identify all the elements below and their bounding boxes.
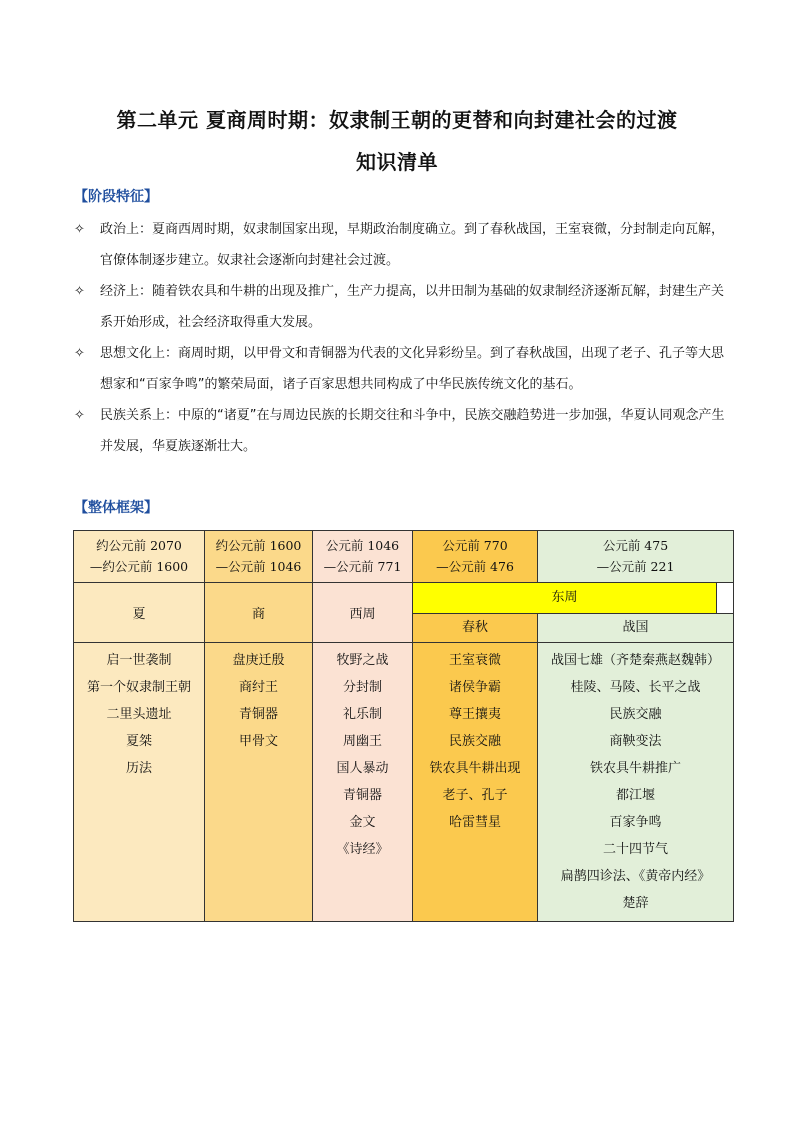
list-item: 铁农具牛耕出现 xyxy=(429,761,521,776)
items-chunqiu xyxy=(413,643,538,922)
period-chunqiu: 春秋 xyxy=(413,614,538,643)
list-item: 礼乐制 xyxy=(342,707,382,722)
list-item: 民族交融 xyxy=(448,734,501,749)
list-item: 商鞅变法 xyxy=(609,734,662,749)
list-item: 商纣王 xyxy=(238,680,278,695)
list-item: 哈雷彗星 xyxy=(448,815,501,830)
list-item: 第一个奴隶制王朝 xyxy=(86,680,191,695)
list-item: 金文 xyxy=(349,815,376,830)
items-zhanguo xyxy=(538,643,734,922)
section-heading-framework: 【整体框架】 xyxy=(74,500,158,516)
dates-row xyxy=(74,531,734,583)
list-item: 战国七雄（齐楚秦燕赵魏韩） xyxy=(550,653,720,668)
dynasty-dongzhou: 东周 xyxy=(413,583,717,613)
list-item: 民族交融 xyxy=(609,707,662,722)
dynasty-row xyxy=(74,583,734,614)
list-item: 周幽王 xyxy=(342,734,382,749)
list-item: 夏桀 xyxy=(125,734,152,749)
diamond-bullet-icon: ✧ xyxy=(74,408,85,423)
date-cell-xia: 约公元前 2070 —约公元前 1600 xyxy=(74,531,205,583)
list-item: 桂陵、马陵、长平之战 xyxy=(570,680,701,695)
list-item: 青铜器 xyxy=(238,707,278,722)
list-item: 启一世袭制 xyxy=(106,653,172,668)
date-cell-xizhou: 公元前 1046 —公元前 771 xyxy=(313,531,413,583)
dynasty-dongzhou-cell xyxy=(413,583,734,614)
list-item: 牧野之战 xyxy=(336,653,389,668)
list-item: 历法 xyxy=(125,761,152,776)
list-item: 诸侯争霸 xyxy=(448,680,501,695)
date-cell-zhanguo: 公元前 475 —公元前 221 xyxy=(538,531,734,583)
list-item: 铁农具牛耕推广 xyxy=(589,761,681,776)
feature-item: ✧ 经济上：随着铁农具和牛耕的出现及推广，生产力提高，以井田制为基础的奴隶制经济逐渐瓦解，封建生产关系开始形成，社会经济取得重大发展。 xyxy=(74,276,726,338)
period-zhanguo: 战国 xyxy=(538,614,734,643)
list-item: 王室衰微 xyxy=(448,653,501,668)
items-xizhou xyxy=(313,643,413,922)
diamond-bullet-icon: ✧ xyxy=(74,222,85,237)
list-item: 二十四节气 xyxy=(602,842,668,857)
page-subtitle: 知识清单 xyxy=(356,150,438,174)
list-item: 尊王攘夷 xyxy=(448,707,501,722)
section-heading-stage-features: 【阶段特征】 xyxy=(74,189,158,205)
items-shang xyxy=(205,643,313,922)
items-row xyxy=(74,643,734,922)
list-item: 国人暴动 xyxy=(336,761,389,776)
list-item: 百家争鸣 xyxy=(609,815,662,830)
date-cell-shang: 约公元前 1600 —公元前 1046 xyxy=(205,531,313,583)
list-item: 分封制 xyxy=(342,680,382,695)
feature-item: ✧ 思想文化上：商周时期，以甲骨文和青铜器为代表的文化异彩纷呈。到了春秋战国，出现了老子、孔子等大思想家和“百家争鸣”的繁荣局面，诸子百家思想共同构成了中华民族传统文化的基石。 xyxy=(74,338,726,400)
dynasty-xia: 夏 xyxy=(74,583,205,643)
stage-features-list xyxy=(74,214,726,462)
list-item: 甲骨文 xyxy=(238,734,278,749)
list-item: 二里头遗址 xyxy=(106,707,172,722)
list-item: 《诗经》 xyxy=(336,842,389,857)
feature-item: ✧ 政治上：夏商西周时期，奴隶制国家出现，早期政治制度确立。到了春秋战国，王室衰微，分封制走向瓦解，官僚体制逐步建立。奴隶社会逐渐向封建社会过渡。 xyxy=(74,214,726,276)
date-cell-chunqiu: 公元前 770 —公元前 476 xyxy=(413,531,538,583)
list-item: 楚辞 xyxy=(622,896,649,911)
items-xia xyxy=(74,643,205,922)
list-item: 老子、孔子 xyxy=(442,788,508,803)
framework-table xyxy=(73,530,734,922)
list-item: 盘庚迁殷 xyxy=(232,653,285,668)
diamond-bullet-icon: ✧ xyxy=(74,346,85,361)
page-title: 第二单元 夏商周时期：奴隶制王朝的更替和向封建社会的过渡 xyxy=(116,108,678,132)
feature-item: ✧ 民族关系上：中原的“诸夏”在与周边民族的长期交往和斗争中，民族交融趋势进一步加强，华夏认同观念产生并发展，华夏族逐渐壮大。 xyxy=(74,400,726,462)
list-item: 都江堰 xyxy=(615,788,655,803)
dynasty-shang: 商 xyxy=(205,583,313,643)
list-item: 青铜器 xyxy=(342,788,382,803)
diamond-bullet-icon: ✧ xyxy=(74,284,85,299)
list-item: 扁鹊四诊法、《黄帝内经》 xyxy=(560,869,711,884)
dynasty-xizhou: 西周 xyxy=(313,583,413,643)
